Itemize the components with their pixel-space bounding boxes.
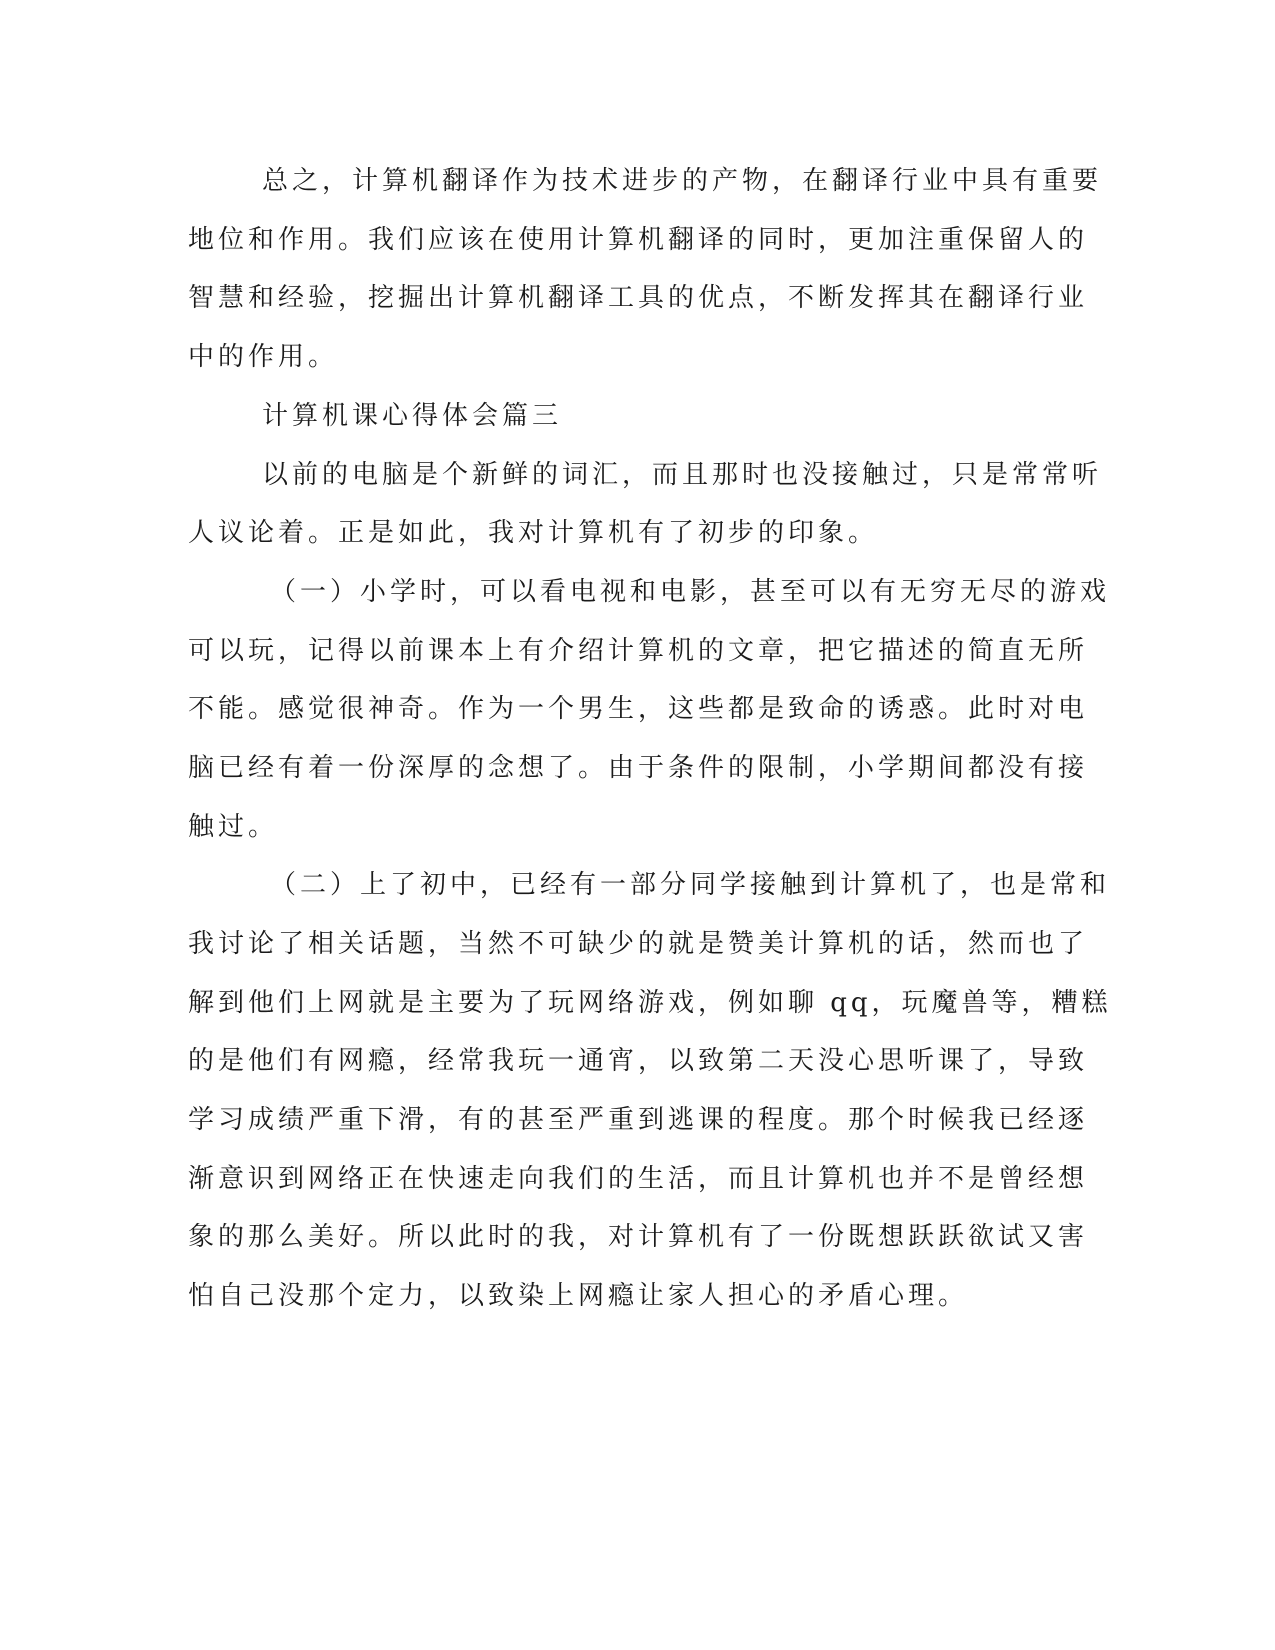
paragraph-line: 解到他们上网就是主要为了玩网络游戏，例如聊 qq，玩魔兽等，糟糕 [188,988,1112,1018]
paragraph-line: 我讨论了相关话题，当然不可缺少的就是赞美计算机的话，然而也了 [188,929,1089,959]
paragraph-line: 人议论着。正是如此，我对计算机有了初步的印象。 [188,518,879,548]
paragraph-line: 可以玩，记得以前课本上有介绍计算机的文章，把它描述的简直无所 [188,636,1089,666]
paragraph-line: 总之，计算机翻译作为技术进步的产物，在翻译行业中具有重要 [262,166,1103,196]
paragraph-line: （一）小学时，可以看电视和电影，甚至可以有无穷无尽的游戏 [270,577,1111,607]
section-heading: 计算机课心得体会篇三 [262,401,563,431]
paragraph-line: 渐意识到网络正在快速走向我们的生活，而且计算机也并不是曾经想 [188,1164,1089,1194]
paragraph-line: 以前的电脑是个新鲜的词汇，而且那时也没接触过，只是常常听 [262,460,1103,490]
paragraph-line: 智慧和经验，挖掘出计算机翻译工具的优点，不断发挥其在翻译行业 [188,283,1089,313]
paragraph-line: 触过。 [188,812,279,842]
paragraph-line: 的是他们有网瘾，经常我玩一通宵，以致第二天没心思听课了，导致 [188,1046,1089,1076]
paragraph-line: 脑已经有着一份深厚的念想了。由于条件的限制，小学期间都没有接 [188,753,1089,783]
paragraph-line: 地位和作用。我们应该在使用计算机翻译的同时，更加注重保留人的 [188,225,1089,255]
paragraph-line: （二）上了初中，已经有一部分同学接触到计算机了，也是常和 [270,870,1111,900]
paragraph-line: 象的那么美好。所以此时的我，对计算机有了一份既想跃跃欲试又害 [188,1222,1089,1252]
paragraph-line: 怕自己没那个定力，以致染上网瘾让家人担心的矛盾心理。 [188,1281,969,1311]
paragraph-line: 中的作用。 [188,342,339,372]
paragraph-line: 不能。感觉很神奇。作为一个男生，这些都是致命的诱惑。此时对电 [188,694,1089,724]
paragraph-line: 学习成绩严重下滑，有的甚至严重到逃课的程度。那个时候我已经逐 [188,1105,1089,1135]
